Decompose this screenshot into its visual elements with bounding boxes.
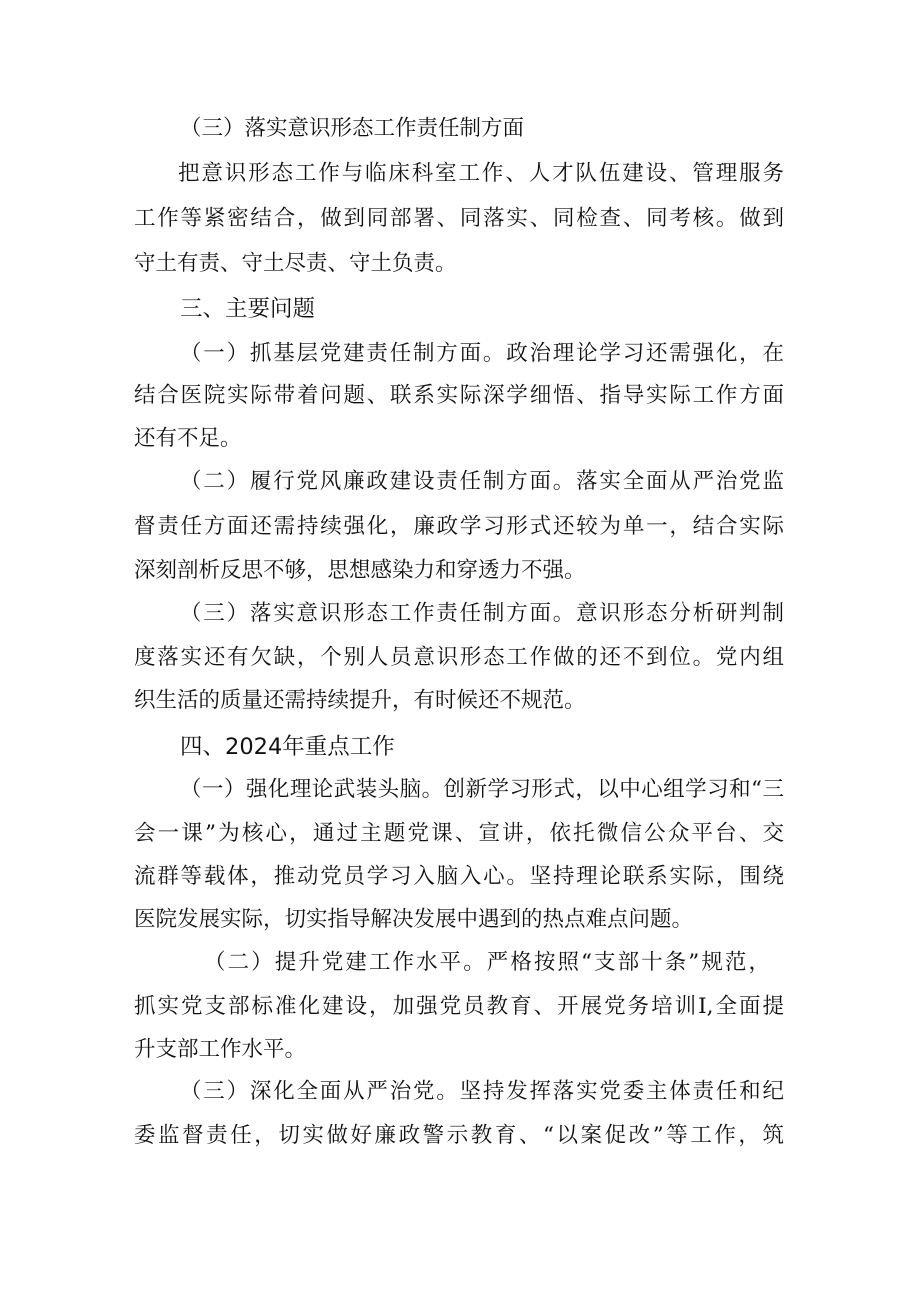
paragraph-line: 度落实还有欠缺，个别人员意识形态工作做的还不到位。党内组 [134, 645, 784, 670]
section-heading: 三、主要问题 [180, 296, 316, 322]
paragraph-line: 结合医院实际带着问题、联系实际深学细悟、指导实际工作方面 [134, 383, 784, 408]
subsection-heading: （三）落实意识形态工作责任制方面 [180, 116, 525, 141]
paragraph-line: （三）深化全面从严治党。坚持发挥落实党委主体责任和纪 [180, 1079, 784, 1104]
paragraph-line: 委监督责任，切实做好廉政警示教育、“以案促改”等工作，筑 [134, 1123, 784, 1148]
paragraph-line: （三）落实意识形态工作责任制方面。意识形态分析研判制 [180, 601, 784, 626]
paragraph-line: （二）提升党建工作水平。严格按照“支部十条”规范， [204, 950, 770, 975]
paragraph-line: 升支部工作水平。 [134, 1037, 307, 1062]
paragraph-line: （一）强化理论武装头脑。创新学习形式，以中心组学习和“三 [180, 777, 784, 802]
paragraph-line: 深刻剖析反思不够，思想感染力和穿透力不强。 [134, 558, 586, 583]
paragraph-line: 督责任方面还需持续强化，廉政学习形式还较为单一，结合实际 [134, 514, 784, 539]
paragraph-line: （二）履行党风廉政建设责任制方面。落实全面从严治党监 [180, 469, 784, 494]
paragraph-line: 工作等紧密结合，做到同部署、同落实、同检查、同考核。做到 [134, 206, 784, 231]
paragraph-line: 医院发展实际，切实指导解决发展中遇到的热点难点问题。 [134, 907, 694, 932]
paragraph-line: 把意识形态工作与临床科室工作、人才队伍建设、管理服务 [178, 161, 784, 186]
paragraph-line: 守土有责、守土尽责、守土负责。 [134, 251, 457, 276]
paragraph-line: 抓实党支部标准化建设，加强党员教育、开展党务培训I,全面提 [134, 994, 784, 1019]
paragraph-line: 会一课”为核心，通过主题党课、宣讲，依托微信公众平台、交 [134, 821, 784, 846]
paragraph-line: 流群等载体，推动党员学习入脑入心。坚持理论联系实际，围绕 [134, 864, 784, 889]
paragraph-line: 还有不足。 [134, 426, 242, 451]
paragraph-line: （一）抓基层党建责任制方面。政治理论学习还需强化，在 [180, 341, 784, 366]
paragraph-line: 织生活的质量还需持续提升，有时候还不规范。 [134, 688, 586, 713]
section-heading: 四、2024年重点工作 [180, 734, 395, 760]
